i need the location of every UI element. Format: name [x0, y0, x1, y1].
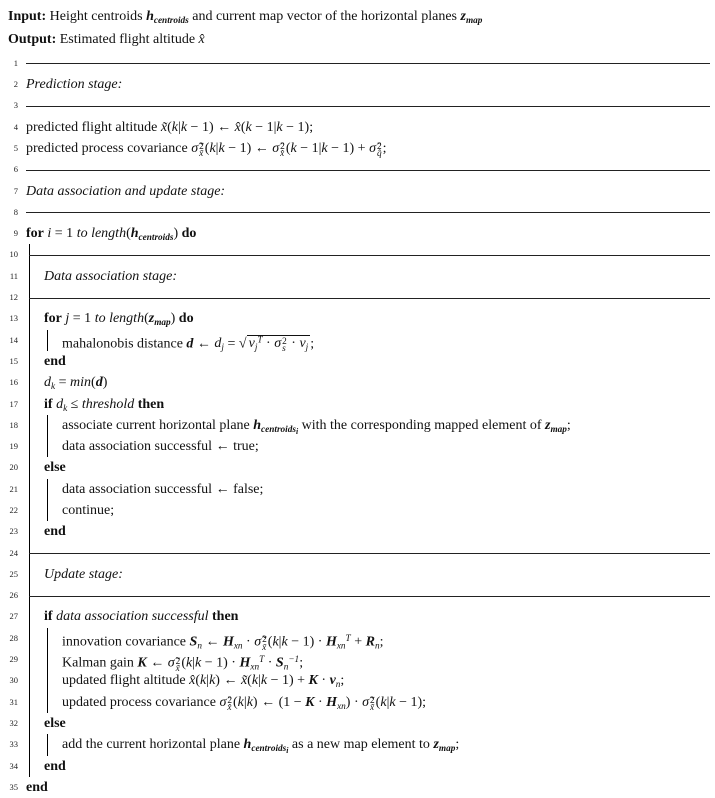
line-number: 14 — [9, 334, 18, 345]
line-number: 13 — [9, 313, 18, 324]
algo-line — [0, 777, 715, 798]
algo-line — [0, 479, 715, 500]
line-content: updated process covariance σ̂ 2 x̂ (k|k) ← $(1 - K \cdot H_{xn})$ · σ̃ 2 x̃ (k|k − 1); — [62, 694, 427, 713]
block-vertical-line — [29, 394, 30, 415]
algo-line — [0, 244, 715, 265]
line-number: 34 — [9, 760, 18, 771]
algo-line — [0, 330, 715, 355]
line-number: 2 — [13, 79, 18, 90]
algo-line — [0, 287, 715, 308]
line-number: 19 — [9, 441, 18, 452]
line-content: predicted process covariance σ̃ 2 x̃ (k|k − 1) ← σ̂ 2 x̂ (k − 1|k − 1) + σ̂ 2 q̂ ; — [26, 140, 387, 160]
algo-line — [0, 159, 715, 180]
block-vertical-line — [47, 330, 48, 351]
line-content: associate current horizontal plane $h_{centroids_i}$ with the corresponding mapped element of $z_{map}$; — [62, 417, 571, 436]
line-number: 32 — [9, 717, 18, 728]
algo-line — [0, 670, 715, 691]
block-vertical-line — [29, 606, 30, 627]
block-vertical-line — [29, 521, 30, 542]
line-number: 1 — [13, 57, 18, 68]
block-vertical-line — [47, 734, 48, 755]
algo-line — [0, 308, 715, 329]
line-content: add the current horizontal plane $h_{centroids_i}$ as a new map element to $z_{map}$; — [62, 737, 460, 755]
block-vertical-line — [29, 330, 30, 351]
block-vertical-line — [29, 457, 30, 478]
line-number: 15 — [9, 355, 18, 366]
line-content: for i = 1 to $length(h_{centroids})$ do — [26, 226, 197, 242]
block-vertical-line — [47, 479, 48, 500]
separator-rule — [29, 596, 710, 597]
algo-line — [0, 351, 715, 372]
line-number: 4 — [13, 121, 18, 132]
line-number: 21 — [9, 483, 18, 494]
block-vertical-line — [47, 649, 48, 670]
algo-line — [0, 95, 715, 116]
line-number: 10 — [9, 249, 18, 260]
line-content: continue; — [62, 503, 115, 518]
block-vertical-line — [29, 372, 30, 393]
algo-line — [0, 181, 715, 202]
algo-line — [0, 415, 715, 436]
separator-rule — [29, 553, 710, 554]
line-number: 11 — [9, 270, 18, 281]
algo-line — [0, 117, 715, 138]
line-number: 22 — [9, 505, 18, 515]
block-vertical-line — [29, 415, 30, 436]
block-vertical-line — [47, 415, 48, 436]
algo-line — [0, 543, 715, 564]
line-number: 18 — [9, 419, 18, 430]
line-content: end — [44, 524, 66, 540]
algo-line — [0, 202, 715, 223]
block-vertical-line — [29, 670, 30, 691]
line-content: Data association and update stage: — [26, 183, 226, 199]
line-number: 6 — [13, 164, 18, 175]
algorithm-body — [0, 53, 715, 798]
separator-rule — [29, 298, 710, 299]
line-number: 9 — [13, 228, 18, 239]
separator-rule — [26, 170, 710, 171]
algo-line — [0, 713, 715, 734]
algo-line — [0, 521, 715, 542]
line-number: 20 — [9, 462, 18, 473]
line-content: Data association stage: — [44, 268, 177, 284]
algo-line — [0, 223, 715, 244]
algo-line — [0, 692, 715, 713]
line-content: Prediction stage: — [26, 77, 123, 93]
line-content: updated flight altitude x̂(k|k) ← x̃(k|k − $1) + K \cdot v_n$; — [62, 673, 345, 690]
line-number: 27 — [9, 611, 18, 622]
line-content: end — [44, 353, 66, 369]
line-number: 3 — [13, 100, 18, 111]
line-content: else — [44, 460, 66, 476]
algo-line — [0, 394, 715, 415]
block-vertical-line — [29, 436, 30, 457]
line-number: 7 — [13, 185, 18, 196]
line-number: 28 — [9, 632, 18, 643]
separator-rule — [26, 212, 710, 213]
separator-rule — [26, 63, 710, 64]
line-content: end — [44, 758, 66, 774]
algo-line — [0, 457, 715, 478]
block-vertical-line — [29, 734, 30, 755]
line-content: data association successful ← true; — [62, 439, 259, 455]
line-number: 12 — [9, 292, 18, 303]
block-vertical-line — [29, 308, 30, 329]
line-number: 25 — [9, 568, 18, 579]
algo-line — [0, 756, 715, 777]
block-vertical-line — [29, 713, 30, 734]
line-content: innovation covariance $S_n$ ← $H_{xn}$ · σ̃ 2 x̃ $(k|k - 1) \cdot H_{xn}^T + R_n$; — [62, 632, 384, 653]
algo-line — [0, 649, 715, 674]
line-number: 31 — [9, 696, 18, 707]
algo-line — [0, 266, 715, 287]
line-number: 29 — [9, 654, 18, 665]
input-label: Input: — [8, 9, 47, 24]
block-vertical-line — [47, 670, 48, 691]
line-content: if data association successful then — [44, 609, 239, 625]
input-line — [8, 7, 707, 30]
block-vertical-line — [47, 628, 48, 649]
algo-line — [0, 372, 715, 393]
separator-rule — [26, 106, 710, 107]
block-vertical-line — [29, 351, 30, 372]
line-content: if $d_k$ ≤ threshold then — [44, 396, 165, 413]
line-content: else — [44, 715, 66, 731]
algo-line — [0, 74, 715, 95]
algorithm-header — [0, 0, 715, 50]
line-content: end — [26, 779, 48, 795]
line-number: 26 — [9, 590, 18, 601]
algo-line — [0, 53, 715, 74]
algo-line — [0, 628, 715, 653]
output-line — [8, 30, 707, 50]
line-content: data association successful ← false; — [62, 481, 264, 497]
output-text: Estimated flight altitude x̂ — [56, 32, 205, 48]
algo-line — [0, 436, 715, 457]
algo-line — [0, 564, 715, 585]
block-vertical-line — [29, 500, 30, 521]
block-vertical-line — [29, 266, 30, 287]
line-content: Kalman gain K ← σ̃ 2 x̃ $(k|k - 1) \cdot H_{xn}^T \cdot S_n^{-1}$; — [62, 654, 304, 674]
line-number: 8 — [13, 206, 18, 217]
line-number: 24 — [9, 547, 18, 558]
block-vertical-line — [47, 692, 48, 713]
line-content: predicted flight altitude x̃(k|k − 1) ← x̂(k − 1|k − 1); — [26, 119, 314, 135]
algo-line — [0, 585, 715, 606]
line-number: 23 — [9, 526, 18, 537]
block-vertical-line — [29, 649, 30, 670]
block-vertical-line — [29, 564, 30, 585]
algo-line — [0, 138, 715, 159]
block-vertical-line — [47, 500, 48, 521]
block-vertical-line — [29, 479, 30, 500]
algo-line — [0, 606, 715, 627]
algo-line — [0, 500, 715, 521]
line-content: $d_k = \min(d)$ — [44, 375, 108, 391]
line-content: mahalonobis distance d ← $d_j$ = √ $v_j^T \cdot \sigma$ 2 s · $v_j$ ; — [62, 334, 315, 355]
block-vertical-line — [29, 756, 30, 777]
line-number: 17 — [9, 398, 18, 409]
line-content: for j = 1 to $length(z_{map})$ do — [44, 311, 194, 328]
line-content: Update stage: — [44, 566, 123, 582]
block-vertical-line — [47, 436, 48, 457]
algo-line — [0, 734, 715, 755]
line-number: 16 — [9, 377, 18, 388]
separator-rule — [29, 255, 710, 256]
block-vertical-line — [29, 692, 30, 713]
block-vertical-line — [29, 628, 30, 649]
line-number: 5 — [13, 142, 18, 153]
line-number: 30 — [9, 675, 18, 686]
line-number: 35 — [9, 781, 18, 792]
input-text: Height centroids $h_{centroids}$ and current map vector of the horizontal planes $z_{map}$ — [46, 9, 483, 25]
line-number: 33 — [9, 739, 18, 750]
output-label: Output: — [8, 32, 57, 48]
